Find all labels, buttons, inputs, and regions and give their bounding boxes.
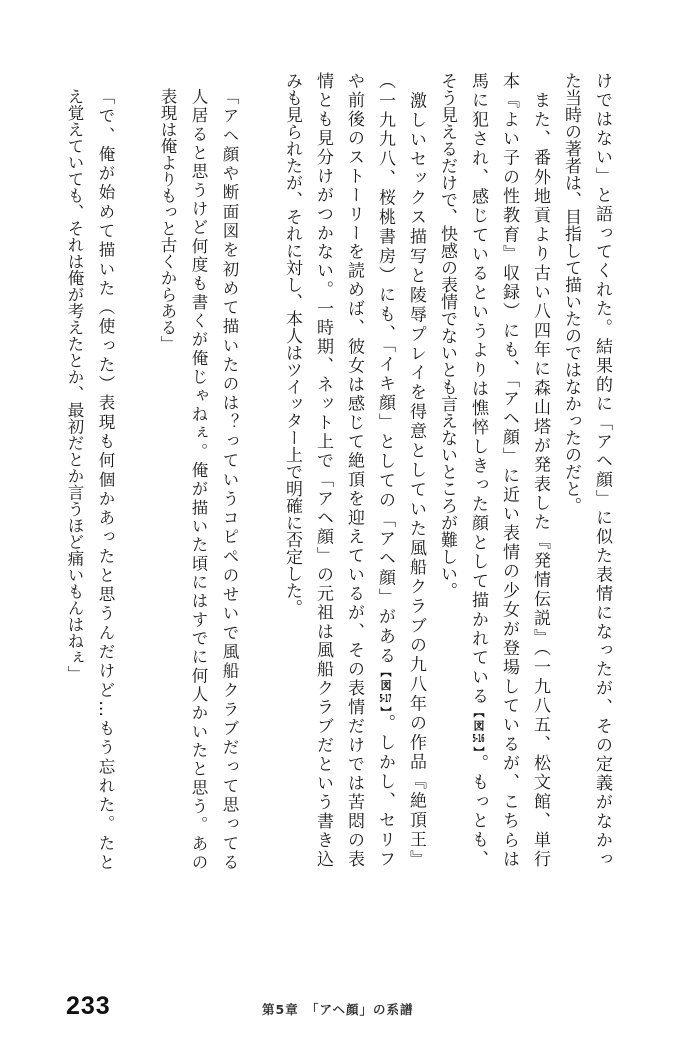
page-number: 233 xyxy=(66,992,111,1020)
figure-reference xyxy=(472,706,485,753)
text-column: みも見られたが、それに対し、本人はツイッター上で明確に否定した。 xyxy=(282,72,302,616)
quote-column: 「アヘ顔や断面図を初めて描いたのは？っていうコピペのせいで風船クラブだって思ってる xyxy=(220,88,239,870)
figure-ref-close: 】 xyxy=(379,706,392,715)
text-column: また、番外地貢より古い八四年に森山塔が発表した『発情伝説』（一九八五、松文館、単行 xyxy=(530,72,550,867)
figure-ref-number: 5-17 xyxy=(379,692,392,704)
text-column: 本『よい子の性教育』収録）にも、「アヘ顔」に近い表情の少女が登場しているが、こちらは xyxy=(499,72,519,867)
running-header-chapter: 第5章 「アヘ顔」の系譜 xyxy=(262,1002,414,1017)
quote-column: 人居ると思うけど何度も書くが俺じゃねぇ。俺が描いた頃にはすでに何人かいたと思う。あの xyxy=(189,88,208,870)
text-column xyxy=(375,72,395,867)
text-column: けではない」と語ってくれた。結果的に「アヘ顔」に似た表情になったが、その定義がなかっ xyxy=(592,72,612,867)
text-column: や前後のストーリーを読めば、彼女は感じて絶頂を迎えているが、その表情だけでは苦悶の表 xyxy=(344,72,364,867)
figure-reference xyxy=(379,666,392,714)
text-segment: 。しかし、セリフ xyxy=(375,714,395,868)
figure-ref-label: 【図 xyxy=(379,665,392,693)
text-segment: （一九九八、桜桃書房）にも、「イキ顔」としての「アヘ顔」がある xyxy=(375,72,395,666)
quote-column: え覚えていても、それは俺が考えたとか、最初だとか言うほど痛いもんはねぇ」 xyxy=(65,88,84,682)
figure-ref-label: 【図 xyxy=(472,706,485,733)
text-column: 激しいセックス描写と陵辱プレイを得意としていた風船クラブの九八年の作品『絶頂王』 xyxy=(406,72,426,867)
quote-column: 「で、俺が始めて描いた（使った）表現も何個かあったと思うんだけど…もう忘れた。たと xyxy=(96,88,115,870)
text-column: た当時の著者は、目指して描いたのではなかったのだと。 xyxy=(561,72,581,514)
text-column xyxy=(468,72,488,867)
text-segment: 。もっとも、 xyxy=(468,753,488,868)
text-column: 情とも見分けがつかない。一時期、ネット上で「アヘ顔」の元祖は風船クラブだという書き込 xyxy=(313,72,333,867)
figure-ref-close: 】 xyxy=(472,746,485,754)
quote-column: 表現は俺よりもっと古くからある」 xyxy=(158,88,177,352)
figure-ref-number: 5-16 xyxy=(472,732,485,744)
text-column: そう見えるだけで、快感の表情でないとも言えないところが難しい。 xyxy=(437,72,457,599)
text-segment: 馬に犯され、感じているというよりは憔悴しきった顔として描かれている xyxy=(468,72,488,707)
